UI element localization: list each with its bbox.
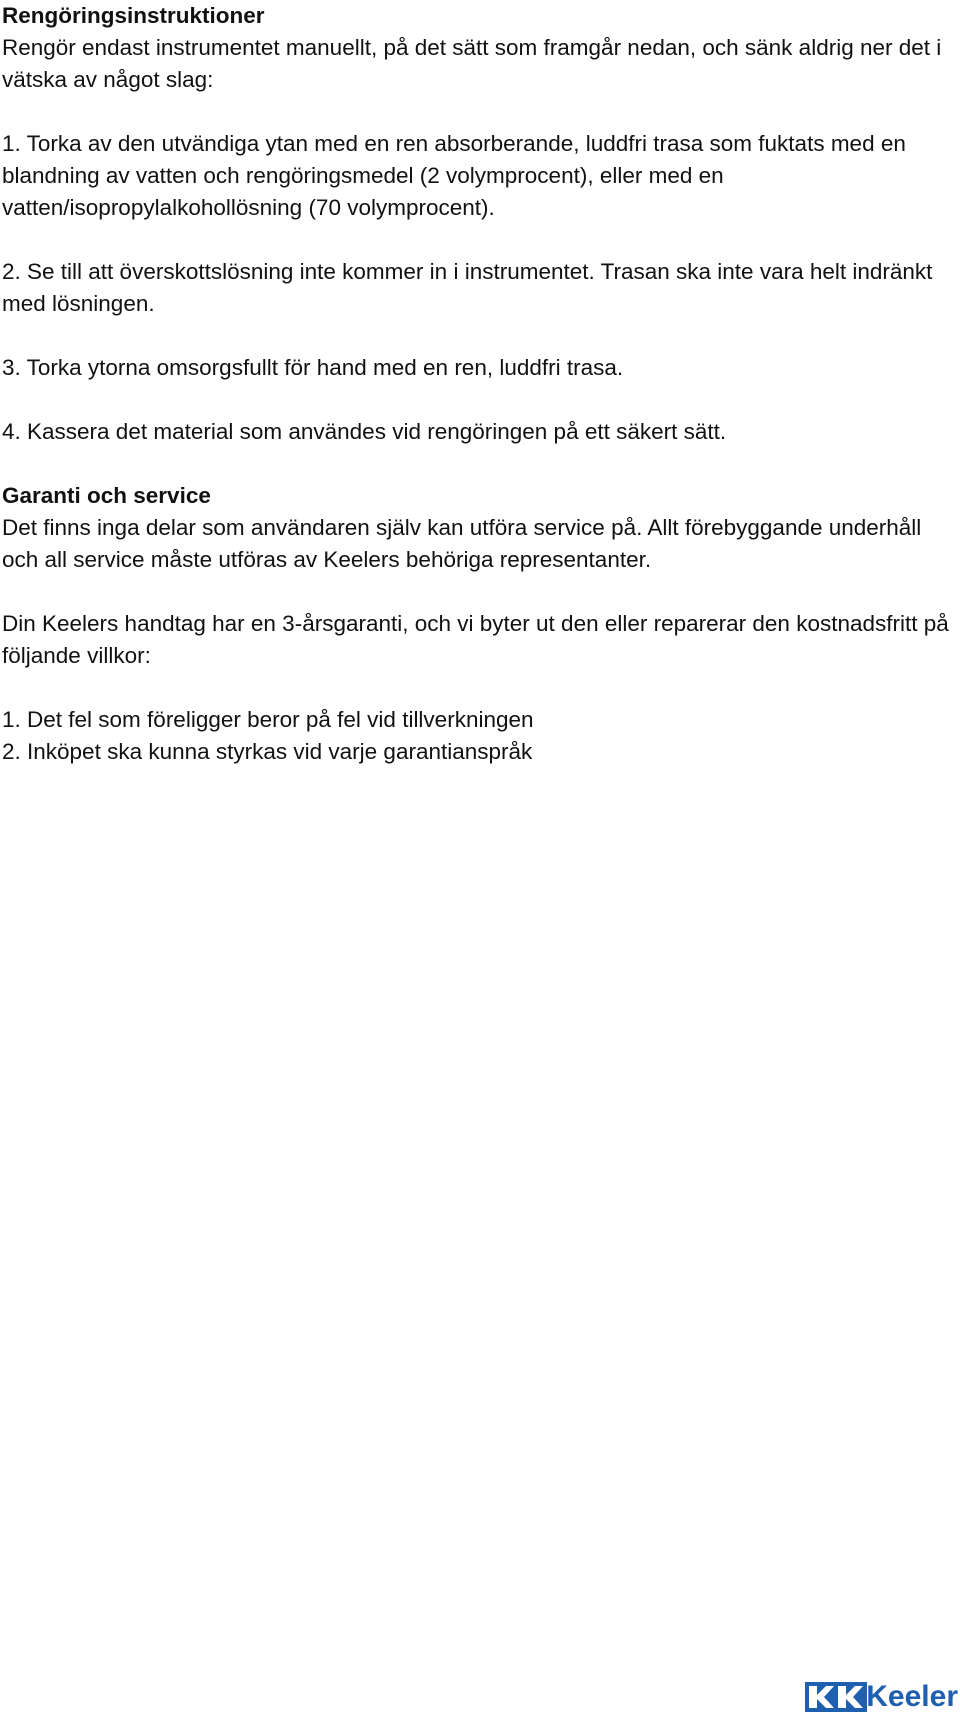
cleaning-step-2: 2. Se till att överskottslösning inte kommer in i instrumentet. Trasan ska inte vara helt indränkt med lösningen. [2, 259, 933, 316]
cleaning-step-1: 1. Torka av den utvändiga ytan med en ren absorberande, luddfri trasa som fuktats med en blandning av vatten och rengöringsmedel (2 volymprocent), eller med en vatten/isopropylalkohollösning (70 volymprocent). [2, 131, 906, 220]
warranty-heading: Garanti och service [2, 483, 211, 508]
keeler-logo-mark-icon [804, 1681, 868, 1713]
warranty-paragraph-1: Det finns inga delar som användaren själv kan utföra service på. Allt förebyggande underhåll och all service måste utföras av Keelers behöriga representanter. [2, 515, 922, 572]
cleaning-step-3: 3. Torka ytorna omsorgsfullt för hand med en ren, luddfri trasa. [2, 355, 624, 380]
warranty-condition-1: 1. Det fel som föreligger beror på fel vid tillverkningen [2, 707, 534, 732]
warranty-condition-2: 2. Inköpet ska kunna styrkas vid varje garantianspråk [2, 739, 533, 764]
cleaning-intro: Rengör endast instrumentet manuellt, på det sätt som framgår nedan, och sänk aldrig ner det i vätska av något slag: [2, 35, 942, 92]
cleaning-heading: Rengöringsinstruktioner [2, 3, 265, 28]
keeler-logo [804, 1680, 958, 1714]
document-content [2, 0, 952, 768]
warranty-paragraph-2: Din Keelers handtag har en 3-årsgaranti, och vi byter ut den eller reparerar den kostnadsfritt på följande villkor: [2, 611, 949, 668]
keeler-logo-text: Keeler [866, 1680, 958, 1713]
cleaning-step-4: 4. Kassera det material som användes vid rengöringen på ett säkert sätt. [2, 419, 727, 444]
